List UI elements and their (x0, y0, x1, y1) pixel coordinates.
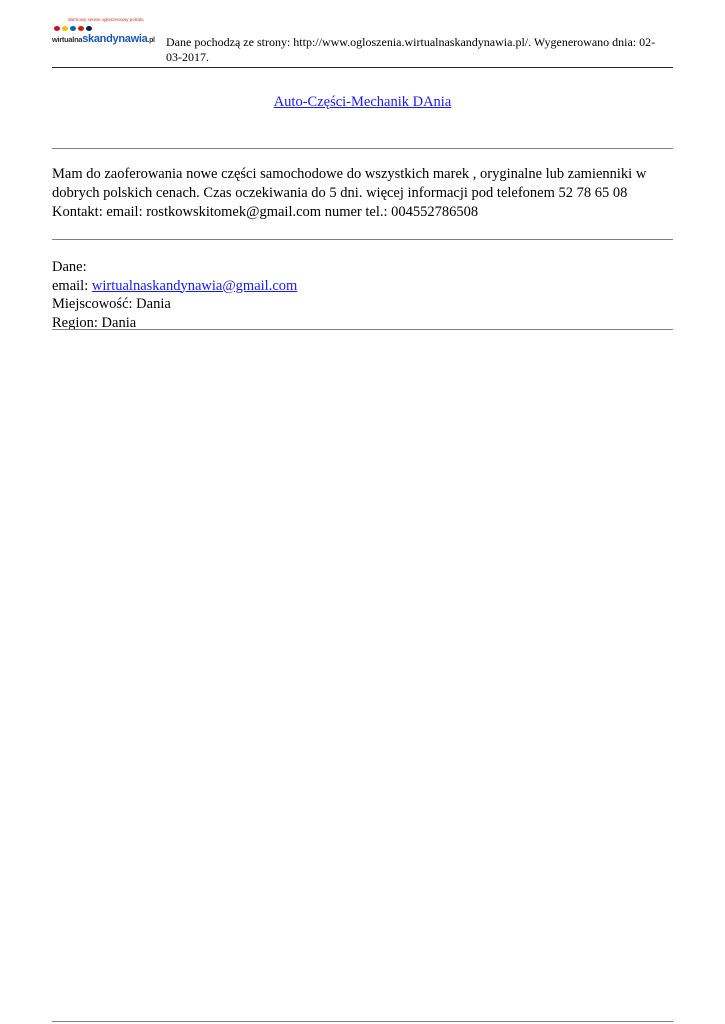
region-label: Region: (52, 314, 102, 331)
listing-title-link[interactable]: Auto-Części-Mechanik DAnia (273, 94, 452, 110)
region-value: Dania (101, 314, 137, 331)
location-label: Miejscowość: (52, 296, 137, 312)
location-value: Dania (136, 296, 171, 312)
listing-title (52, 94, 673, 111)
page-header (52, 14, 673, 68)
details-divider (52, 329, 673, 330)
email-link[interactable]: wirtualnaskandynawia@gmail.com (91, 277, 298, 294)
logo-word-part2: skandynawia (82, 33, 148, 45)
details-section (52, 258, 667, 332)
source-line: Dane pochodzą ze strony: http://www.ogloszenia.wirtualnaskandynawia.pl/. Wygenerowano dnia: 02-03-2017. (166, 35, 656, 64)
logo-word-part1: wirtualna (52, 35, 83, 44)
logo-tagline: darmowy serwis ogłoszeniowy portalu (68, 17, 144, 22)
email-label: email: (52, 277, 92, 294)
footer-divider (52, 1021, 673, 1022)
listing-description: Mam do zaoferowania nowe części samochodowe do wszystkich marek , oryginalne lub zamienniki w dobrych polskich cenach. Czas oczekiwania do 5 dni. więcej informacji pod telefonem 52 78 65 08 Kontakt: email: rostkowskitomek@gmail.com numer tel.: 004552786508 (52, 166, 647, 220)
description-divider (52, 239, 673, 240)
details-heading: Dane: (52, 259, 87, 275)
logo-wordmark (52, 29, 155, 47)
logo-word-part3: .pl (147, 37, 155, 44)
location-row (52, 295, 667, 314)
title-divider (52, 148, 673, 149)
header-divider (52, 67, 673, 68)
email-row (52, 277, 667, 296)
site-logo[interactable] (52, 14, 158, 48)
